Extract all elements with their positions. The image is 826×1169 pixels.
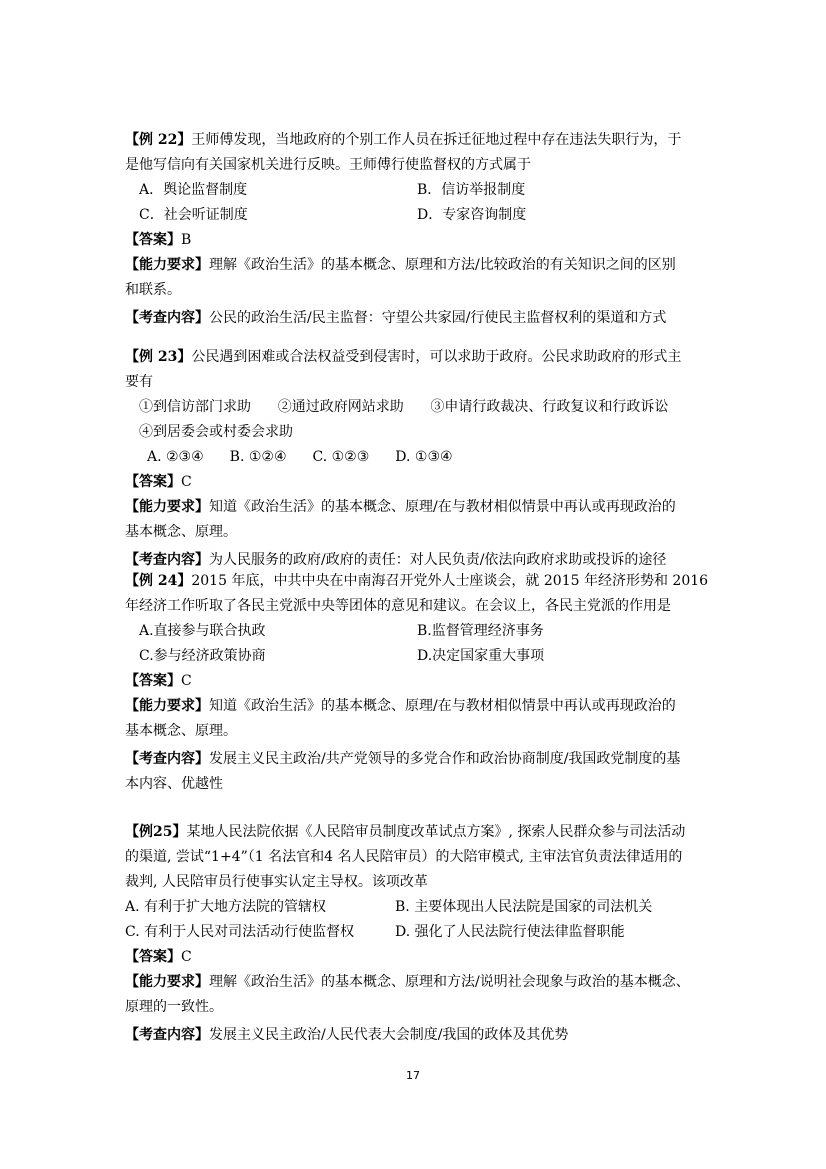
example-23-item-2: ②通过政府网站求助 [277,399,404,415]
example-25-stem-line1: 某地人民法院依据《人民陪审员制度改革试点方案》, 探索人民群众参与司法活动 [186,824,686,840]
example-24 [125,569,709,797]
example-25-stem-line3: 裁判, 人民陪审员行使事实认定主导权。该项改革 [125,874,428,890]
example-25-option-b: B. 主要体现出人民法院是国家的司法机关 [395,899,653,915]
example-25-stem-line2: 的渠道, 尝试“1+4”（1 名法官和4 名人民陪审员）的大陪审模式, 主审法官负责法律适用的 [125,849,683,865]
example-24-stem-line2: 年经济工作听取了各民主党派中央等团体的意见和建议。在会议上，各民主党派的作用是 [125,598,671,614]
example-25-ability-label: 【能力要求】 [125,974,209,990]
example-22-tag: 【例 22】 [125,132,192,148]
example-25-ability-line2: 原理的一致性。 [125,999,223,1015]
example-23-content-label: 【考查内容】 [125,552,209,568]
example-25-content: 发展主义民主政治/人民代表大会制度/我国的政体及其优势 [209,1027,569,1043]
example-23-option-c: C. ①②③ [312,449,370,465]
page-number: 17 [406,1069,420,1082]
example-22-option-b: B．信访举报制度 [417,182,526,198]
example-22-option-d: D．专家咨询制度 [417,207,527,223]
example-23-stem-line1: 公民遇到困难或合法权益受到侵害时，可以求助于政府。公民求助政府的形式主 [191,349,682,365]
example-25-tag: 【例25】 [125,824,187,840]
example-22-ability-label: 【能力要求】 [125,257,209,273]
example-23-option-a: A. ②③④ [147,449,204,465]
example-25-content-label: 【考查内容】 [125,1027,209,1043]
example-22-ability-line2: 和联系。 [125,282,181,298]
example-23-answer: C [181,474,192,490]
example-24-content-line2: 本内容、优越性 [125,776,223,792]
example-22-answer-label: 【答案】 [125,232,181,248]
example-25-answer: C [181,949,192,965]
example-24-option-d: D.决定国家重大事项 [417,648,545,664]
example-25 [125,820,705,1048]
example-23-tag: 【例 23】 [125,349,192,365]
example-24-content-label: 【考查内容】 [125,751,209,767]
example-24-content-line1: 发展主义民主政治/共产党领导的多党合作和政治协商制度/我国政党制度的基 [209,751,681,767]
example-22-content: 公民的政治生活/民主监督：守望公共家园/行使民主监督权利的渠道和方式 [209,310,667,326]
example-22-option-c: C．社会听证制度 [139,207,248,223]
example-25-option-c: C. 有利于人民对司法活动行使监督权 [125,924,355,940]
example-24-option-a: A.直接参与联合执政 [139,623,266,639]
example-22-answer: B [181,232,192,248]
example-23-content: 为人民服务的政府/政府的责任：对人民负责/依法向政府求助或投诉的途径 [209,552,667,568]
example-24-ability-line2: 基本概念、原理。 [125,723,237,739]
example-23 [125,345,705,573]
example-22 [125,128,705,331]
example-22-content-label: 【考查内容】 [125,310,209,326]
example-23-ability-line2: 基本概念、原理。 [125,524,237,540]
example-24-option-c: C.参与经济政策协商 [139,648,266,664]
example-22-stem-line2: 是他写信向有关国家机关进行反映。王师傅行使监督权的方式属于 [125,157,531,173]
example-24-answer-label: 【答案】 [125,673,181,689]
example-24-option-b: B.监督管理经济事务 [417,623,544,639]
example-22-stem-line1: 王师傅发现，当地政府的个别工作人员在拆迁征地过程中存在违法失职行为，于 [191,132,682,148]
example-23-item-3: ③申请行政裁决、行政复议和行政诉讼 [430,399,669,415]
example-25-ability-line1: 理解《政治生活》的基本概念、原理和方法/说明社会现象与政治的基本概念、 [209,974,690,990]
example-23-option-b: B. ①②④ [229,449,287,465]
example-22-option-a: A．舆论监督制度 [139,182,248,198]
example-24-stem-line1: 2015 年底，中共中央在中南海召开党外人士座谈会，就 2015 年经济形势和 2016 [191,573,709,589]
example-23-item-1: ①到信访部门求助 [139,399,251,415]
example-25-option-a: A. 有利于扩大地方法院的管辖权 [125,899,327,915]
example-22-ability-line1: 理解《政治生活》的基本概念、原理和方法/比较政治的有关知识之间的区别 [209,257,676,273]
example-23-option-d: D. ①③④ [395,449,453,465]
example-23-ability-line1: 知道《政治生活》的基本概念、原理/在与教材相似情景中再认或再现政治的 [209,499,676,515]
example-24-tag: 【例 24】 [125,573,192,589]
example-24-answer: C [181,673,192,689]
example-25-option-d: D. 强化了人民法院行使法律监督职能 [395,924,625,940]
example-23-item-4: ④到居委会或村委会求助 [139,424,293,440]
example-23-answer-label: 【答案】 [125,474,181,490]
example-24-ability-line1: 知道《政治生活》的基本概念、原理/在与教材相似情景中再认或再现政治的 [209,698,676,714]
example-25-answer-label: 【答案】 [125,949,181,965]
example-23-stem-line2: 要有 [125,374,153,390]
example-23-ability-label: 【能力要求】 [125,499,209,515]
example-24-ability-label: 【能力要求】 [125,698,209,714]
